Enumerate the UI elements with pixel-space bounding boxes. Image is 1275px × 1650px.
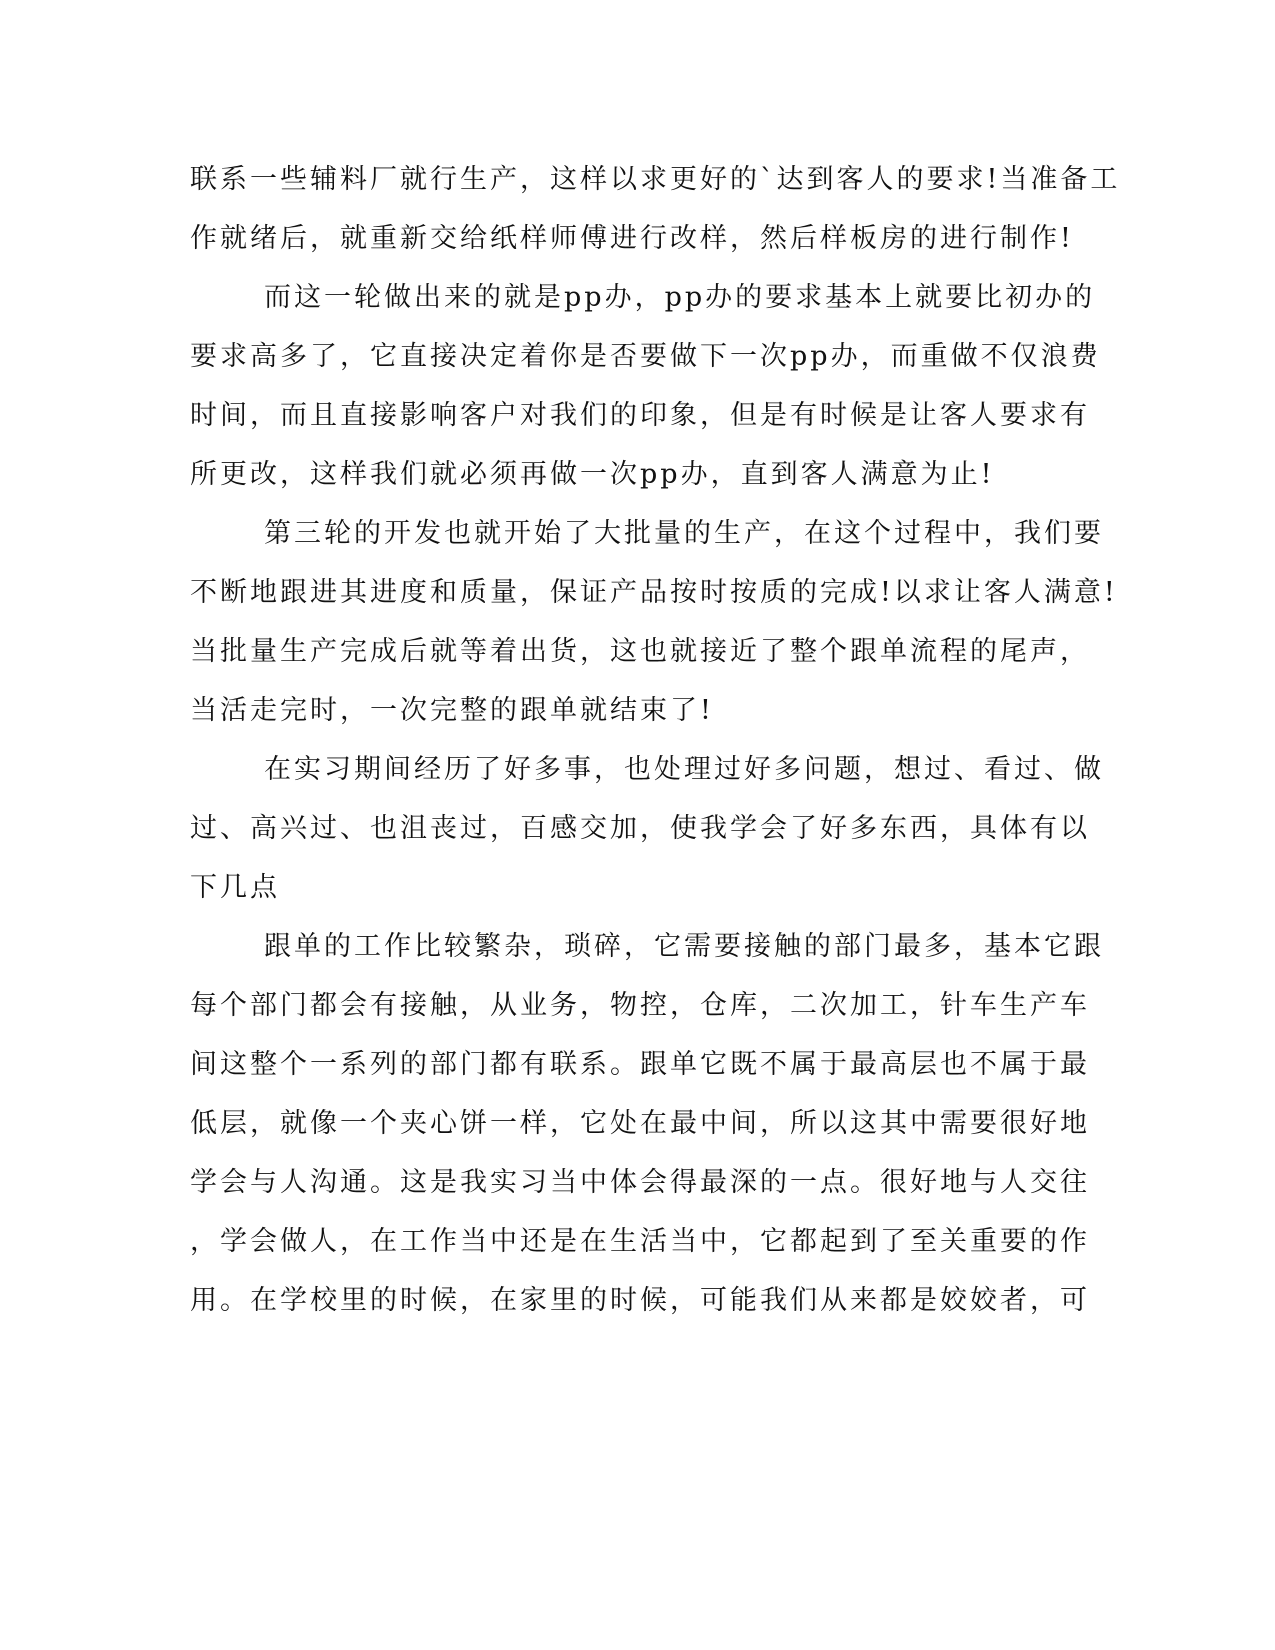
text-line: 每个部门都会有接触，从业务，物控，仓库，二次加工，针车生产车: [190, 990, 1090, 1021]
text-line: 作就绪后，就重新交给纸样师傅进行改样，然后样板房的进行制作!: [190, 223, 1074, 254]
text-line: 要求高多了，它直接决定着你是否要做下一次pp办，而重做不仅浪费: [190, 341, 1101, 372]
paragraph-first-line: 在实习期间经历了好多事，也处理过好多问题，想过、看过、做: [264, 754, 1104, 785]
text-line: 不断地跟进其进度和质量，保证产品按时按质的完成!以求让客人满意!: [190, 577, 1118, 608]
text-line: 所更改，这样我们就必须再做一次pp办，直到客人满意为止!: [190, 459, 995, 490]
text-line: 当批量生产完成后就等着出货，这也就接近了整个跟单流程的尾声，: [190, 636, 1090, 667]
paragraph-first-line: 第三轮的开发也就开始了大批量的生产，在这个过程中，我们要: [264, 518, 1104, 549]
text-line: 间这整个一系列的部门都有联系。跟单它既不属于最高层也不属于最: [190, 1049, 1090, 1080]
text-line: 当活走完时，一次完整的跟单就结束了!: [190, 695, 714, 726]
text-line: 时间，而且直接影响客户对我们的印象，但是有时候是让客人要求有: [190, 400, 1090, 431]
text-line: 联系一些辅料厂就行生产，这样以求更好的`达到客人的要求!当准备工: [190, 164, 1121, 195]
text-line: ，学会做人，在工作当中还是在生活当中，它都起到了至关重要的作: [190, 1226, 1090, 1257]
paragraph-first-line: 跟单的工作比较繁杂，琐碎，它需要接触的部门最多，基本它跟: [264, 931, 1104, 962]
text-line: 低层，就像一个夹心饼一样，它处在最中间，所以这其中需要很好地: [190, 1108, 1090, 1139]
text-line: 下几点: [190, 872, 280, 903]
paragraph-first-line: 而这一轮做出来的就是pp办，pp办的要求基本上就要比初办的: [264, 282, 1096, 313]
text-line: 学会与人沟通。这是我实习当中体会得最深的一点。很好地与人交往: [190, 1167, 1090, 1198]
text-line: 过、高兴过、也沮丧过，百感交加，使我学会了好多东西，具体有以: [190, 813, 1090, 844]
text-line: 用。在学校里的时候，在家里的时候，可能我们从来都是姣姣者，可: [190, 1285, 1090, 1316]
